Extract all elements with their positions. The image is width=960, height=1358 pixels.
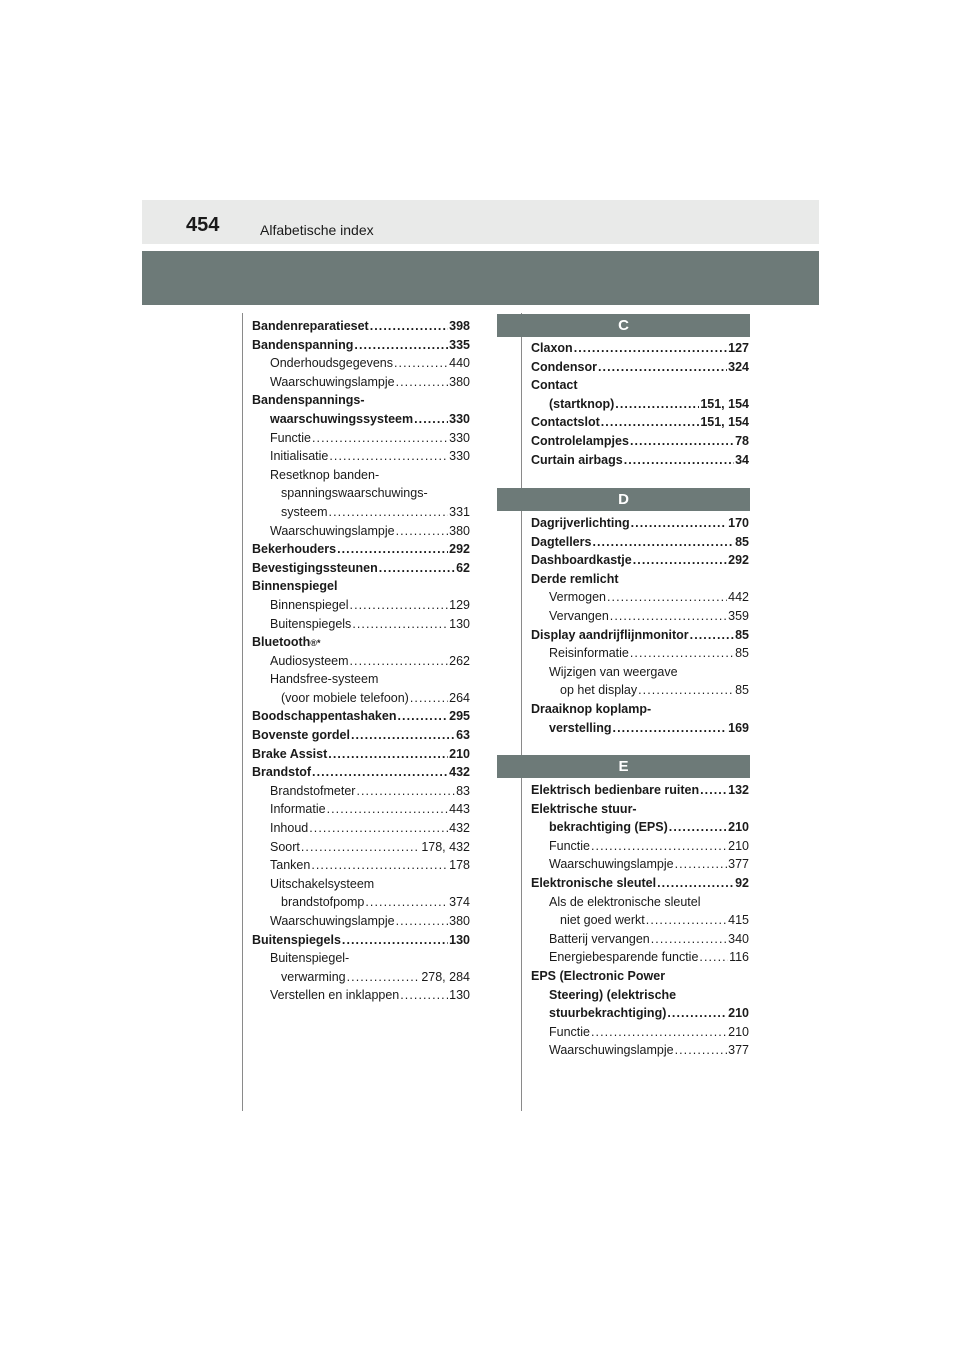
index-entry-label: Buitenspiegels [252,932,341,947]
index-entry-label: Als de elektronische sleutel [549,894,701,909]
index-entry [531,948,749,967]
index-entry [531,376,749,395]
index-entry [531,700,749,719]
index-entry [531,1004,749,1023]
index-entry-label: verstelling [549,720,612,735]
index-entry [531,395,749,414]
index-entry-page: 380 [449,374,470,389]
index-entry-label: bekrachtiging (EPS) [549,820,668,835]
index-entry-label: Binnenspiegel [252,579,338,594]
index-entry-label: Bandenspannings- [252,393,365,408]
index-entry-page: 178 [449,858,470,873]
index-entry [531,893,749,912]
index-entry-page: 130 [449,616,470,631]
index-entry-label: Dashboardkastje [531,553,632,568]
index-entry-page: 151, 154 [700,415,749,430]
dot-leader [633,551,727,570]
index-entry-label: Brake Assist [252,746,328,761]
index-entry [531,533,749,552]
dot-leader [624,451,734,470]
index-entry-label: Buitenspiegel- [270,951,350,966]
index-entry-label: Controlelampjes [531,433,629,448]
index-entry [531,551,749,570]
index-entry [252,484,470,503]
index-entry [531,719,749,738]
dot-leader [329,447,448,466]
index-entry [531,663,749,682]
dot-leader [351,726,455,745]
dot-leader [591,837,727,856]
index-entry-label: Waarschuwingslampje [270,523,395,538]
index-entry-page: 210 [728,1006,749,1021]
index-entry-label: Dagtellers [531,534,592,549]
dot-leader [379,559,455,578]
index-entry [531,451,749,470]
section-letter-d: D [497,488,750,511]
dot-leader [598,358,727,377]
index-entry-page: 151, 154 [700,396,749,411]
index-column-d [531,514,749,737]
index-entry [252,522,470,541]
index-entry-page: 292 [449,542,470,557]
index-entry-page: 442 [728,590,749,605]
dot-leader [638,681,734,700]
index-entry-label: (voor mobiele telefoon) [281,690,409,705]
index-column-c [531,339,749,469]
title-bar [142,251,819,305]
index-entry: Bluetooth ®* [252,633,470,652]
dot-leader [352,615,448,634]
index-entry [252,670,470,689]
index-entry-label: Contact [531,378,578,393]
index-entry [531,570,749,589]
index-entry [252,986,470,1005]
dot-leader [669,818,727,837]
dot-leader [591,1023,727,1042]
index-entry-label: Bluetooth [252,635,311,650]
index-entry [531,874,749,893]
index-entry-label: Audiosysteem [270,653,349,668]
index-entry-label: Buitenspiegels [270,616,352,631]
index-entry-label: Handsfree-systeem [270,672,379,687]
dot-leader [610,607,727,626]
index-entry [531,626,749,645]
index-entry-page: 169 [728,720,749,735]
index-entry-label: brandstofpomp [281,895,365,910]
index-entry-label: Vermogen [549,590,606,605]
index-entry-label: Dagrijverlichting [531,516,630,530]
dot-leader [699,948,728,967]
index-entry [531,358,749,377]
index-entry-page: 415 [728,913,749,928]
index-entry [531,339,749,358]
index-entry-page: 380 [449,914,470,928]
section-letter-e: E [497,755,750,778]
index-entry-page: 262 [449,653,470,668]
dot-leader [592,533,734,552]
index-entry-label: Claxon [531,341,573,355]
index-entry-page: 330 [449,449,470,464]
index-entry [252,652,470,671]
index-entry-label: Bovenste gordel [252,728,350,743]
index-entry-label: Functie [549,838,590,853]
index-entry-page: 432 [449,765,470,780]
index-entry-label: Elektronische sleutel [531,875,657,890]
dot-leader [400,986,448,1005]
index-entry-page: 63 [456,728,470,743]
index-entry-label: Batterij vervangen [549,931,650,946]
index-entry-page: 330 [449,411,470,426]
index-entry [252,875,470,894]
index-entry [252,577,470,596]
dot-leader [347,968,421,987]
index-entry-page: 129 [449,597,470,612]
index-entry-label: Display aandrijflijnmonitor [531,627,689,642]
dot-leader [312,429,448,448]
index-entry-page: 170 [728,516,749,530]
index-entry [252,689,470,708]
dot-leader [613,719,728,738]
index-entry-label: Bandenreparatieset [252,319,369,333]
dot-leader [329,503,449,522]
index-entry [531,781,749,800]
index-entry [252,503,470,522]
index-entry-label: Brandstofmeter [270,783,356,798]
index-entry [252,949,470,968]
index-entry-page: 377 [728,857,749,872]
index-entry-label: Contactslot [531,415,600,430]
index-entry-label: verwarming [281,969,346,984]
index-entry-label: Tanken [270,858,311,873]
dot-leader [311,856,448,875]
index-entry-label: Functie [549,1024,590,1039]
index-entry [252,429,470,448]
index-entry-label: Verstellen en inklappen [270,988,400,1003]
index-entry-label: Derde remlicht [531,571,619,586]
dot-leader [574,339,727,358]
index-entry [252,745,470,764]
index-entry [252,856,470,875]
index-entry-page: 85 [735,646,749,661]
index-entry [531,514,749,533]
index-entry [252,838,470,857]
index-entry-page: 85 [735,683,749,698]
index-entry-label: Waarschuwingslampje [549,857,674,872]
dot-leader [370,317,448,336]
dot-leader [312,763,448,782]
index-entry-label: Bandenspanning [252,337,354,352]
index-entry-page: 210 [728,838,749,853]
index-entry [531,800,749,819]
index-entry [531,967,749,986]
index-entry-label: Elektrisch bedienbare ruiten [531,783,700,797]
column-divider-right [521,313,522,1111]
index-entry [252,540,470,559]
dot-leader [657,874,734,893]
index-entry-label: niet goed werkt [560,913,645,928]
dot-leader [350,596,449,615]
index-entry [252,615,470,634]
index-entry-page: 380 [449,523,470,538]
index-entry [531,681,749,700]
index-entry [252,559,470,578]
index-entry-label: Waarschuwingslampje [270,914,395,928]
index-entry-page: 127 [728,341,749,355]
dot-leader [615,395,699,414]
index-entry-page: 210 [449,746,470,761]
index-entry [531,432,749,451]
index-entry-label: stuurbekrachtiging) [549,1006,667,1021]
index-entry-label: Vervangen [549,608,609,623]
index-entry-page: 359 [728,608,749,623]
index-entry [531,607,749,626]
index-entry-page: 34 [735,452,749,467]
dot-leader [396,522,449,541]
dot-leader [356,782,455,801]
dot-leader [690,626,734,645]
index-entry [252,336,470,355]
index-entry [252,912,470,931]
index-entry-page: 85 [735,627,749,642]
dot-leader [328,745,448,764]
index-entry-label: Steering) (elektrische [549,987,677,1002]
index-entry-page: 62 [456,560,470,575]
index-entry [252,726,470,745]
index-entry-label: Bevestigingssteunen [252,560,378,575]
index-entry [252,782,470,801]
index-entry-label: EPS (Electronic Power [531,968,666,983]
dot-leader [607,588,727,607]
index-entry-label: Informatie [270,802,326,817]
index-entry [252,317,470,336]
index-entry [252,373,470,392]
index-entry-label: Functie [270,430,311,445]
index-entry-page: 210 [728,820,749,835]
dot-leader [667,1004,727,1023]
index-entry [531,930,749,949]
dot-leader [350,652,449,671]
index-entry [252,931,470,950]
index-entry-label: Binnenspiegel [270,597,349,612]
index-entry [531,855,749,874]
index-entry [252,707,470,726]
index-column-e [531,781,749,1060]
index-entry-page: 78 [735,433,749,448]
index-entry-page: 178, 432 [421,839,470,854]
column-divider-left [242,313,243,1111]
dot-leader [337,540,448,559]
index-entry [252,466,470,485]
index-entry-label: Inhoud [270,821,309,836]
header-band [142,200,819,244]
index-entry-label: Curtain airbags [531,452,623,467]
index-entry-page: 83 [456,783,470,798]
index-entry-page: 374 [449,895,470,910]
dot-leader [630,644,734,663]
index-entry-page: 398 [449,319,470,333]
index-entry-label: (startknop) [549,396,615,411]
index-entry-page: 264 [449,690,470,705]
index-entry-label: systeem [281,504,328,519]
dot-leader [397,707,448,726]
dot-leader [327,800,449,819]
page-title: Alfabetische index [260,222,374,238]
index-entry-page: 116 [729,950,749,965]
index-entry-page: 295 [449,709,470,724]
index-entry-page: 440 [449,356,470,371]
index-entry [252,596,470,615]
index-entry-label: Onderhoudsgegevens [270,356,394,371]
dot-leader [646,911,727,930]
index-entry-page: 130 [449,988,470,1003]
dot-leader [396,912,449,931]
dot-leader [410,689,448,708]
index-entry-page: 335 [449,337,470,352]
index-entry-label: Energiebesparende functie [549,950,699,965]
dot-leader [365,893,448,912]
dot-leader [651,930,727,949]
index-entry-page: 210 [728,1024,749,1039]
index-entry-label: spanningswaarschuwings- [281,486,428,501]
dot-leader [675,1041,728,1060]
dot-leader [700,781,727,800]
index-entry-label: Condensor [531,359,597,374]
index-entry-page: 330 [449,430,470,445]
dot-leader [354,336,448,355]
index-entry-page: 130 [449,932,470,947]
index-entry-page: 324 [728,359,749,374]
dot-leader [631,514,728,533]
index-entry-label: Brandstof [252,765,312,780]
index-entry-label: Waarschuwingslampje [549,1043,674,1058]
dot-leader [396,373,449,392]
index-entry-label: Uitschakelsysteem [270,876,375,891]
dot-leader [394,354,448,373]
index-entry-page: 85 [735,534,749,549]
dot-leader [342,931,448,950]
index-entry-page: 292 [728,553,749,568]
index-entry [531,1023,749,1042]
index-entry-page: 278, 284 [421,969,470,984]
index-entry-label: Wijzigen van weergave [549,664,678,679]
index-entry-label: Boodschappentashaken [252,709,397,724]
index-entry-label: Draaiknop koplamp- [531,701,652,716]
index-entry [252,968,470,987]
index-entry-label: Initialisatie [270,449,329,464]
page-number: 454 [186,214,220,236]
dot-leader [414,410,448,429]
index-entry-page: 377 [728,1043,749,1058]
index-entry [531,986,749,1005]
index-entry [252,410,470,429]
index-entry-label: Soort [270,839,300,854]
section-letter-c: C [497,314,750,337]
index-entry [252,819,470,838]
index-entry-label: Bekerhouders [252,542,337,557]
index-entry-label: waarschuwingssysteem [270,411,414,426]
index-entry [531,644,749,663]
dot-leader [301,838,420,857]
index-entry-label: Waarschuwingslampje [270,374,395,389]
index-entry [531,1041,749,1060]
index-entry-page: 340 [728,931,749,946]
index-entry-label: Resetknop banden- [270,467,380,482]
index-entry-page: 443 [449,802,470,817]
index-entry [531,588,749,607]
index-entry [252,800,470,819]
index-entry [252,893,470,912]
index-entry [252,763,470,782]
dot-leader [630,432,734,451]
index-entry-page: 432 [449,821,470,836]
index-entry-label: Reisinformatie [549,646,629,661]
index-entry [531,818,749,837]
index-entry [252,354,470,373]
index-entry-page: 132 [728,783,749,797]
dot-leader [309,819,448,838]
index-entry-page: 92 [735,875,749,890]
index-entry [531,837,749,856]
index-entry-label: op het display [560,683,638,698]
index-entry [531,911,749,930]
dot-leader [601,413,700,432]
index-entry [252,391,470,410]
index-entry-label: Elektrische stuur- [531,801,637,816]
dot-leader [675,855,728,874]
index-entry-page: 331 [449,504,470,519]
index-entry [252,447,470,466]
index-entry [531,413,749,432]
index-column-b [252,317,470,1005]
